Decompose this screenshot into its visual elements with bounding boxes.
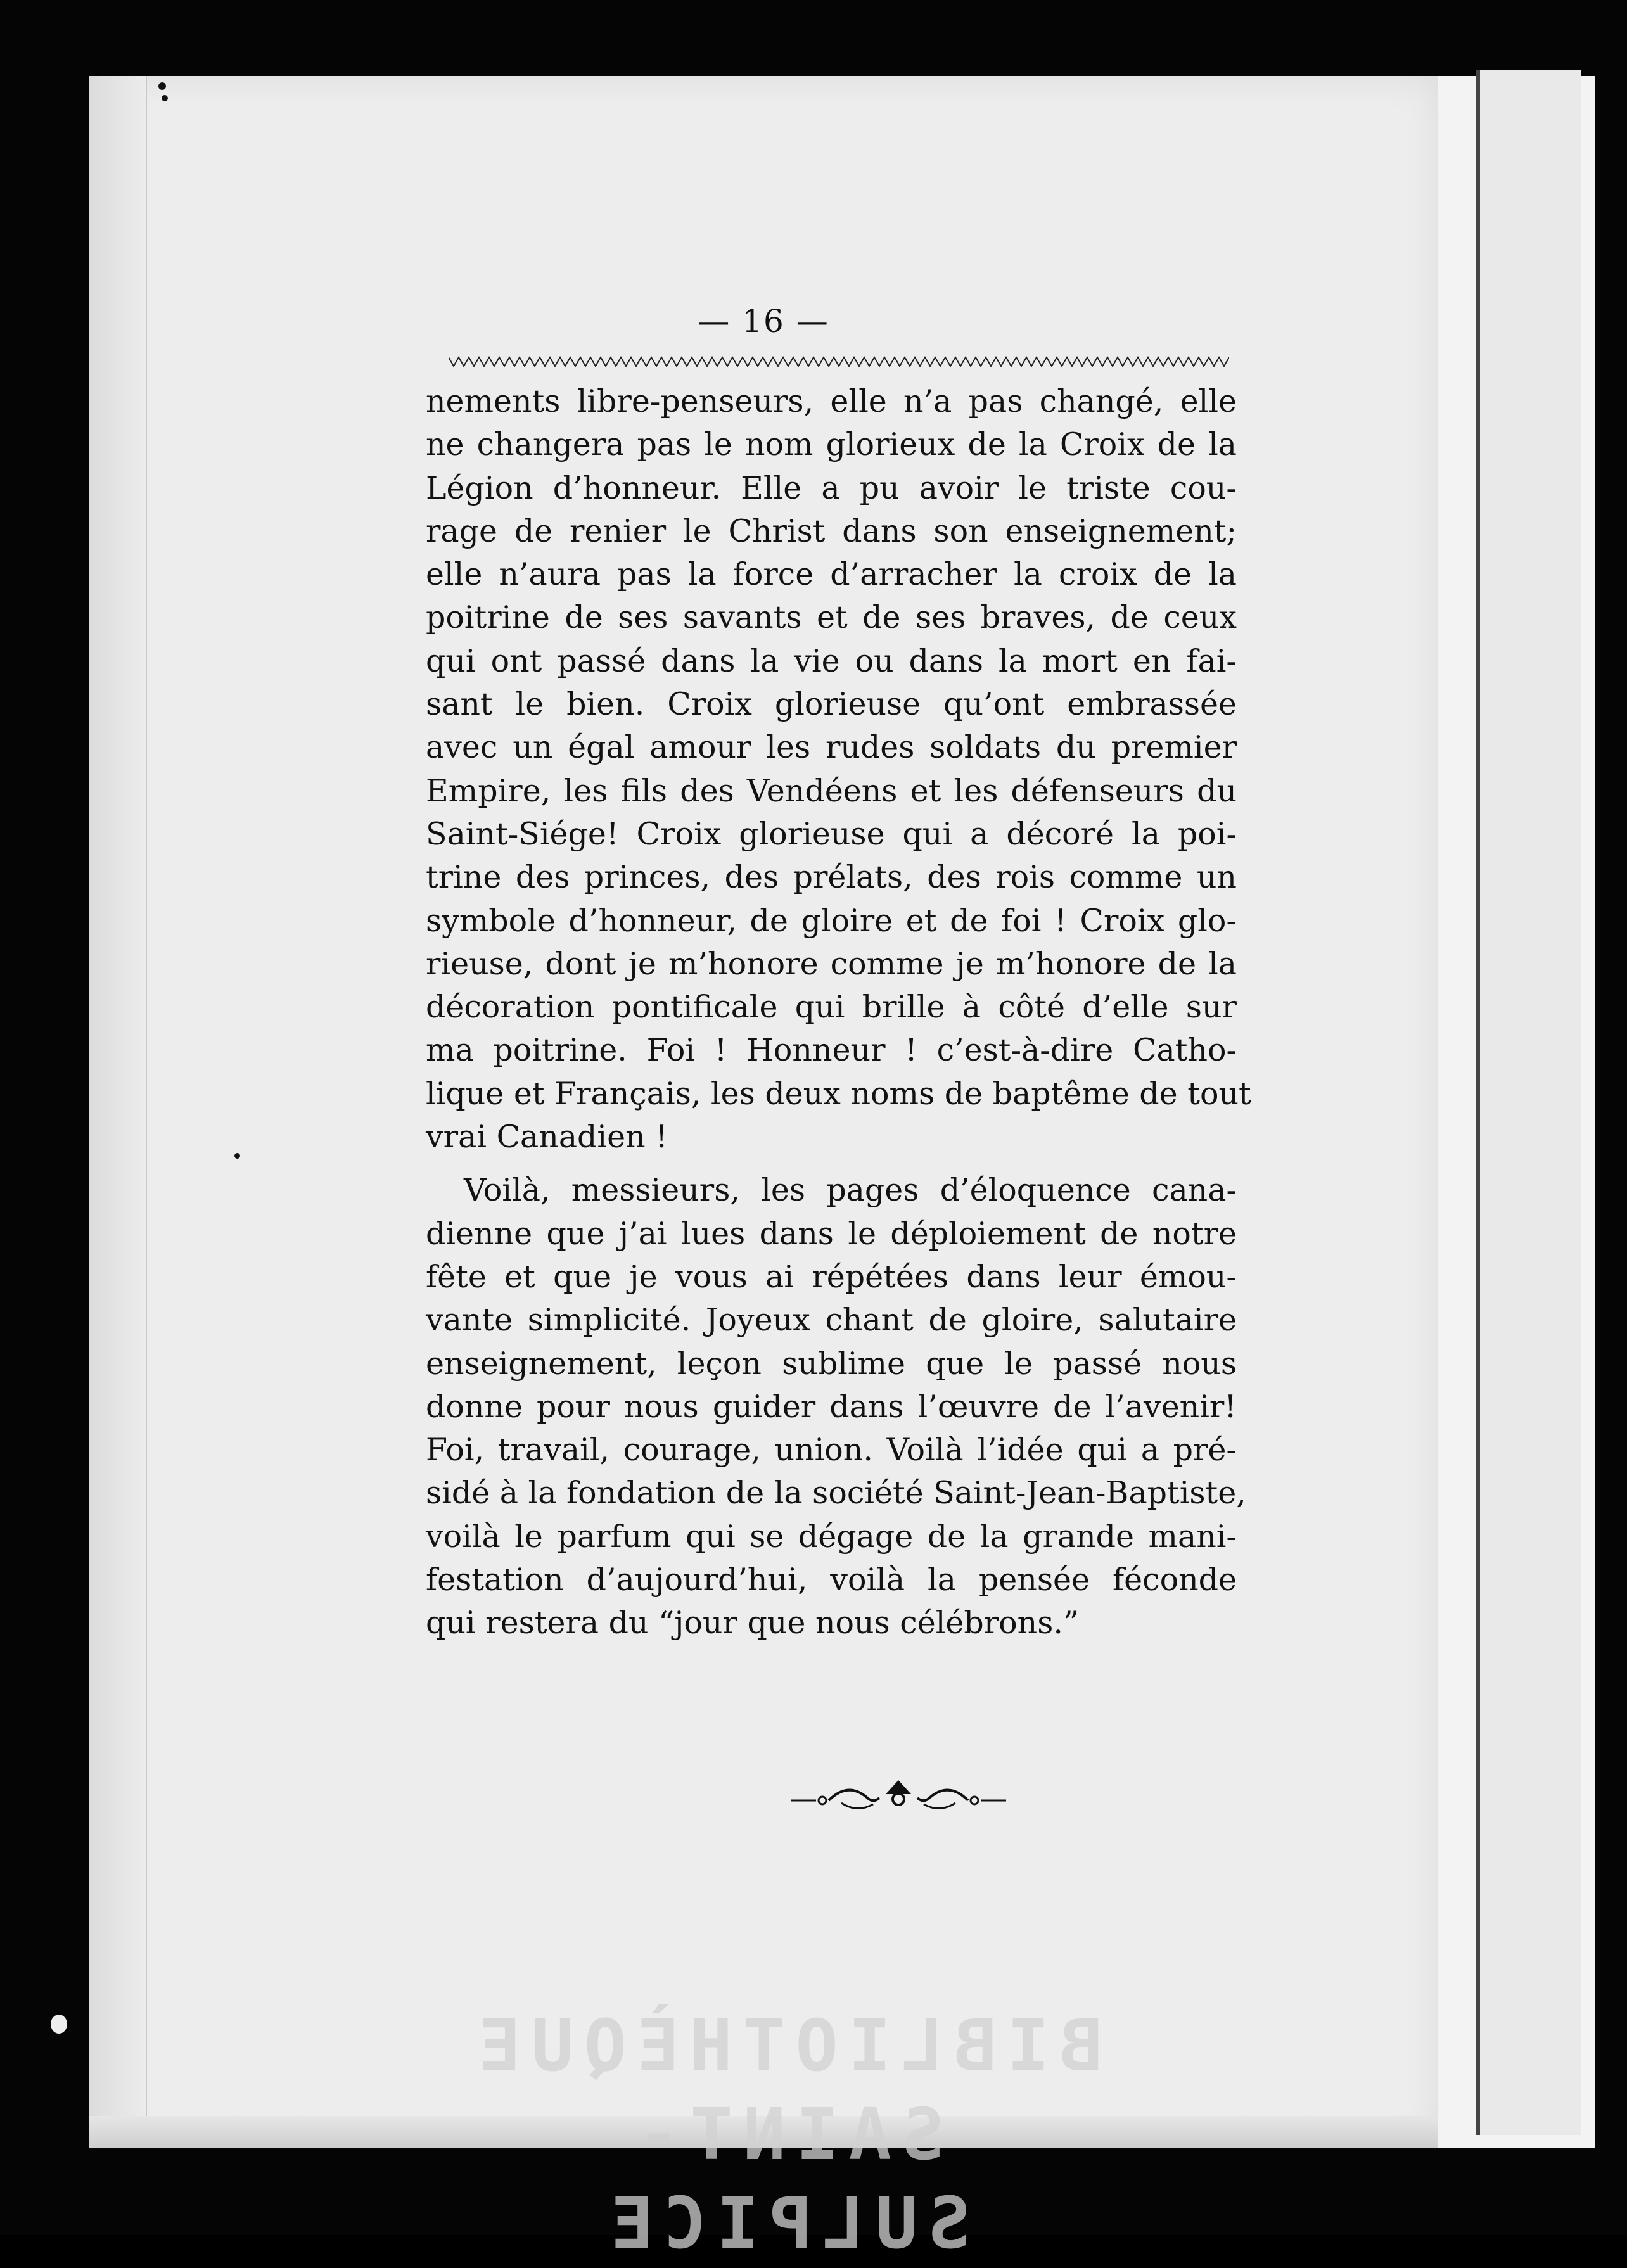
text-line: lique et Français, les deux noms de baptême de tout bbox=[426, 1075, 1251, 1112]
text-line: ne changera pas le nom glorieux de la Croix de la bbox=[426, 426, 1237, 463]
stamp-line: BIBLIOTHÈQUE bbox=[468, 2005, 1102, 2087]
text-line: elle n’aura pas la force d’arracher la croix de la bbox=[426, 556, 1237, 593]
text-line: Empire, les fils des Vendéens et les défenseurs du bbox=[426, 772, 1237, 809]
text-line: qui restera du “jour que nous célébrons.” bbox=[426, 1605, 1080, 1641]
text-line: Foi, travail, courage, union. Voilà l’idée qui a pré- bbox=[426, 1432, 1237, 1468]
stamp-line: SAINT-SULPICE bbox=[601, 2094, 971, 2265]
text-line: poitrine de ses savants et de ses braves, de ceux bbox=[426, 599, 1237, 636]
book-page bbox=[89, 76, 1438, 2265]
back-page-edge bbox=[1476, 70, 1581, 2135]
text-line: Voilà, messieurs, les pages d’éloquence cana- bbox=[464, 1172, 1237, 1209]
film-speck bbox=[234, 1153, 240, 1159]
paragraph-gap bbox=[426, 1159, 1237, 1169]
paragraph-1 bbox=[426, 380, 1251, 1159]
text-line: sant le bien. Croix glorieuse qu’ont embrassée bbox=[426, 686, 1237, 723]
perforated-library-stamp bbox=[469, 2002, 1102, 2268]
text-line: rage de renier le Christ dans son enseignement; bbox=[426, 513, 1237, 549]
text-line: symbole d’honneur, de gloire et de foi ! Croix glo- bbox=[426, 902, 1237, 939]
text-line: dienne que j’ai lues dans le déploiement de notre bbox=[426, 1215, 1237, 1252]
text-line: festation d’aujourd’hui, voilà la pensée féconde bbox=[426, 1562, 1237, 1598]
text-line: qui ont passé dans la vie ou dans la mort en fai- bbox=[426, 642, 1237, 679]
page-left-fold bbox=[89, 76, 147, 2148]
text-line: rieuse, dont je m’honore comme je m’honore de la bbox=[426, 945, 1237, 982]
text-line: donne pour nous guider dans l’œuvre de l’avenir! bbox=[426, 1388, 1237, 1425]
text-line: voilà le parfum qui se dégage de la grande mani- bbox=[426, 1518, 1237, 1555]
text-line: Saint-Siége! Croix glorieuse qui a décoré la poi- bbox=[426, 815, 1237, 852]
text-line: avec un égal amour les rudes soldats du premier bbox=[426, 729, 1237, 766]
text-line: ma poitrine. Foi ! Honneur ! c’est-à-dire Catho- bbox=[426, 1032, 1237, 1069]
film-speck bbox=[158, 82, 166, 90]
text-line: enseignement, leçon sublime que le passé nous bbox=[426, 1345, 1237, 1382]
text-line: décoration pontificale qui brille à côté d’elle sur bbox=[426, 989, 1237, 1026]
body-text bbox=[426, 380, 1251, 1645]
text-line: nements libre-penseurs, elle n’a pas changé, elle bbox=[426, 383, 1237, 419]
text-line: sidé à la fondation de la société Saint-Jean-Baptiste, bbox=[426, 1475, 1246, 1512]
film-speck bbox=[162, 95, 168, 101]
paragraph-2 bbox=[426, 1169, 1246, 1645]
text-line: trine des princes, des prélats, des rois comme un bbox=[426, 859, 1237, 896]
zigzag-rule bbox=[449, 354, 1229, 370]
tailpiece-ornament bbox=[791, 1775, 1006, 1819]
text-line: fête et que je vous ai répétées dans leur émou- bbox=[426, 1258, 1237, 1295]
page-number: — 16 — bbox=[698, 303, 829, 340]
film-speck bbox=[51, 2015, 67, 2034]
text-line: vrai Canadien ! bbox=[426, 1119, 668, 1156]
text-line: vante simplicité. Joyeux chant de gloire, salutaire bbox=[426, 1302, 1237, 1339]
text-line: Légion d’honneur. Elle a pu avoir le triste cou- bbox=[426, 469, 1237, 506]
